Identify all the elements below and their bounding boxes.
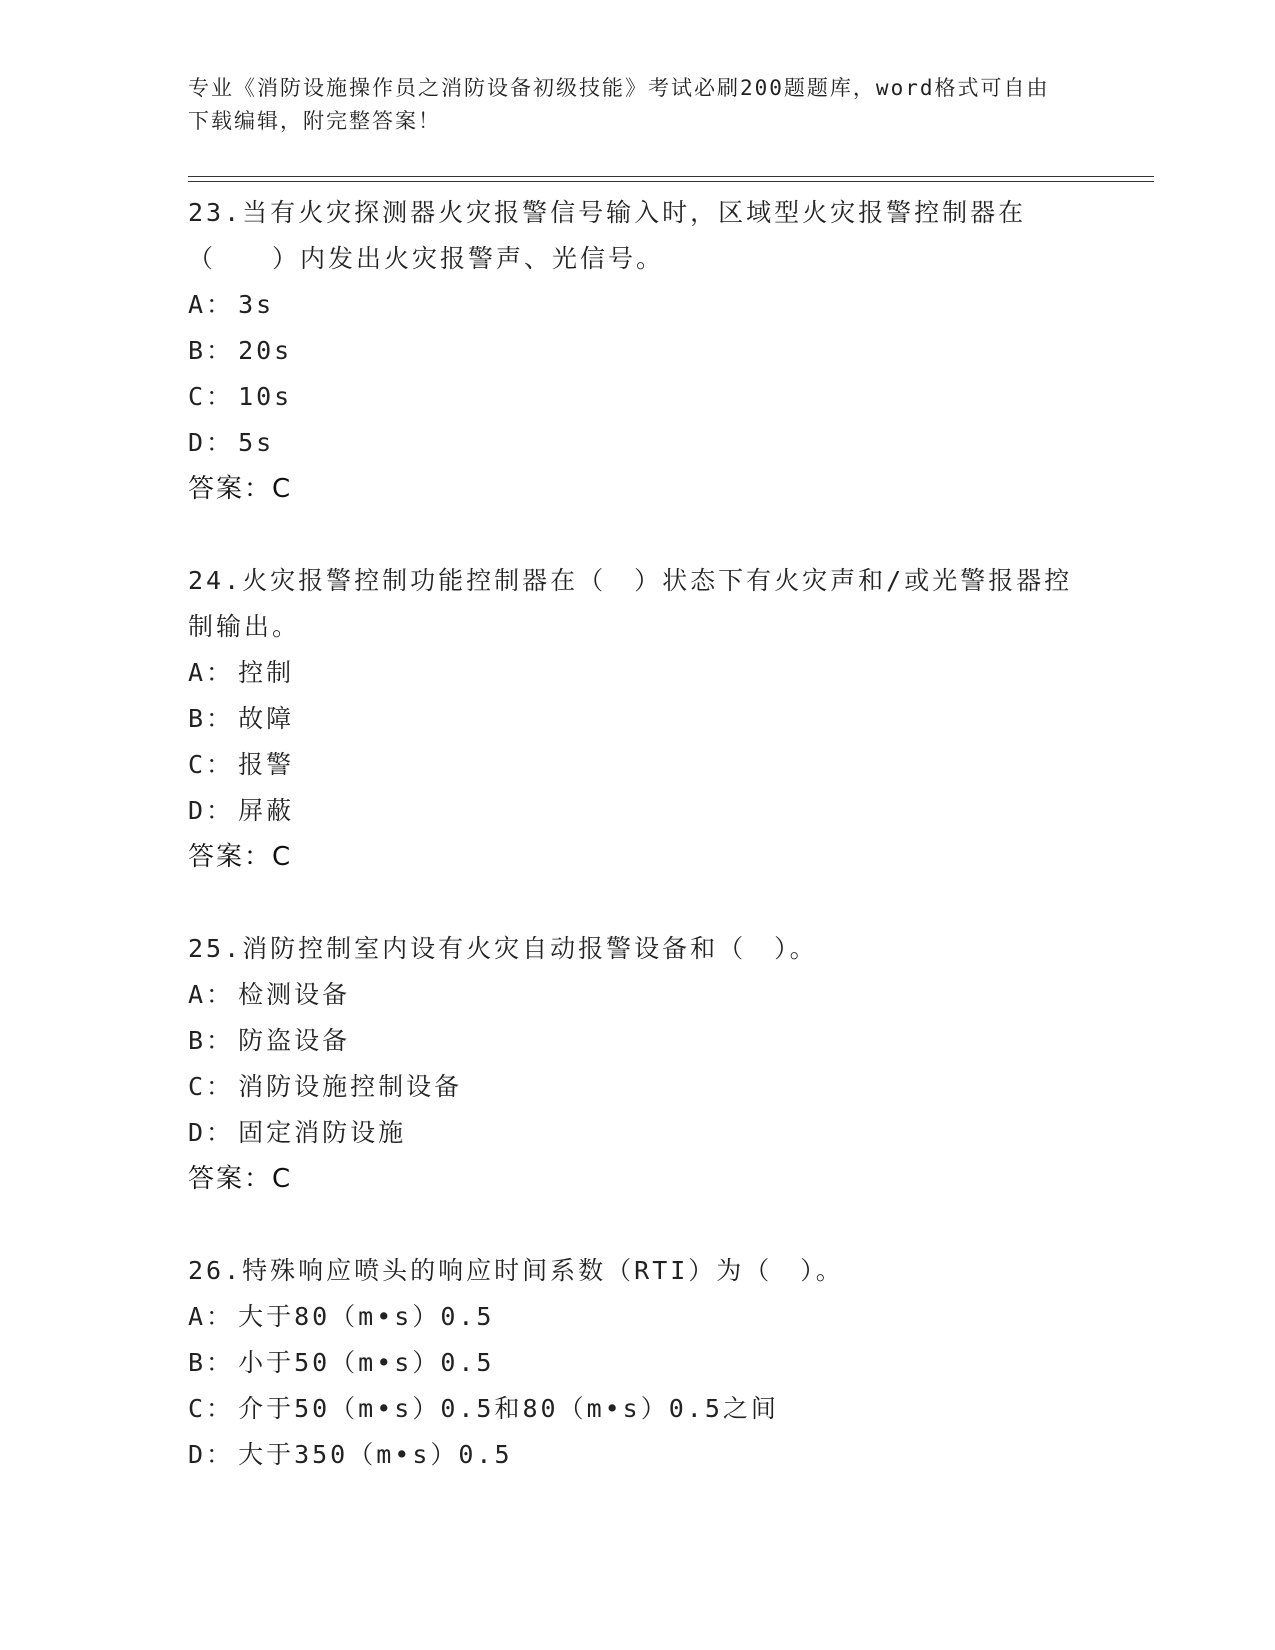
question-stem: 23.当有火灾探测器火灾报警信号输入时，区域型火灾报警控制器在（ ）内发出火灾报警声、光信号。 xyxy=(188,198,1027,273)
option-letter: A： xyxy=(188,658,235,687)
option-b xyxy=(188,328,1088,374)
option-a xyxy=(188,282,1088,328)
option-text: 大于350（m•s）0.5 xyxy=(238,1440,513,1469)
option-d xyxy=(188,788,1088,834)
option-list xyxy=(188,650,1088,834)
question-25 xyxy=(188,926,1088,1202)
option-letter: B： xyxy=(188,336,235,365)
option-letter: C： xyxy=(188,750,235,779)
option-text: 3s xyxy=(238,290,275,319)
option-text: 20s xyxy=(238,336,293,365)
option-letter: D： xyxy=(188,428,235,457)
option-a xyxy=(188,650,1088,696)
option-text: 防盗设备 xyxy=(238,1026,351,1055)
question-spacer xyxy=(188,880,1088,926)
header-divider-top xyxy=(188,176,1154,177)
question-spacer xyxy=(188,1202,1088,1248)
answer-line: 答案：C xyxy=(188,474,293,504)
question-list xyxy=(188,190,1088,1478)
option-letter: A： xyxy=(188,290,235,319)
option-text: 屏蔽 xyxy=(238,796,295,825)
option-text: 报警 xyxy=(238,750,295,779)
question-stem: 26.特殊响应喷头的响应时间系数（RTI）为（ ）。 xyxy=(188,1256,844,1285)
question-spacer xyxy=(188,512,1088,558)
option-text: 大于80（m•s）0.5 xyxy=(238,1302,495,1331)
option-list xyxy=(188,1294,1088,1478)
option-letter: A： xyxy=(188,980,235,1009)
option-text: 故障 xyxy=(238,704,295,733)
option-text: 介于50（m•s）0.5和80（m•s）0.5之间 xyxy=(238,1394,779,1423)
option-list xyxy=(188,282,1088,466)
option-letter: B： xyxy=(188,1026,235,1055)
option-letter: B： xyxy=(188,704,235,733)
option-b xyxy=(188,696,1088,742)
option-c xyxy=(188,1064,1088,1110)
option-text: 固定消防设施 xyxy=(238,1118,407,1147)
question-23 xyxy=(188,190,1088,512)
option-text: 10s xyxy=(238,382,293,411)
option-list xyxy=(188,972,1088,1156)
option-text: 控制 xyxy=(238,658,295,687)
option-c xyxy=(188,1386,1088,1432)
option-letter: C： xyxy=(188,382,235,411)
option-letter: B： xyxy=(188,1348,235,1377)
question-stem: 24.火灾报警控制功能控制器在（ ）状态下有火灾声和/或光警报器控制输出。 xyxy=(188,566,1073,641)
option-a xyxy=(188,1294,1088,1340)
option-b xyxy=(188,1018,1088,1064)
header-divider-bottom xyxy=(188,181,1154,182)
option-text: 小于50（m•s）0.5 xyxy=(238,1348,495,1377)
option-a xyxy=(188,972,1088,1018)
option-letter: A： xyxy=(188,1302,235,1331)
option-d xyxy=(188,420,1088,466)
answer-line: 答案：C xyxy=(188,1164,293,1194)
option-letter: D： xyxy=(188,1118,235,1147)
option-d xyxy=(188,1432,1088,1478)
option-letter: C： xyxy=(188,1072,235,1101)
option-letter: D： xyxy=(188,1440,235,1469)
option-b xyxy=(188,1340,1088,1386)
question-26 xyxy=(188,1248,1088,1478)
document-header: 专业《消防设施操作员之消防设备初级技能》考试必刷200题题库，word格式可自由下载编辑，附完整答案！ xyxy=(188,76,1050,133)
option-d xyxy=(188,1110,1088,1156)
answer-line: 答案：C xyxy=(188,842,293,872)
option-c xyxy=(188,374,1088,420)
question-stem: 25.消防控制室内设有火灾自动报警设备和（ ）。 xyxy=(188,934,818,963)
option-c xyxy=(188,742,1088,788)
option-text: 5s xyxy=(238,428,275,457)
option-letter: C： xyxy=(188,1394,235,1423)
option-letter: D： xyxy=(188,796,235,825)
option-text: 检测设备 xyxy=(238,980,351,1009)
option-text: 消防设施控制设备 xyxy=(238,1072,463,1101)
question-24 xyxy=(188,558,1088,880)
